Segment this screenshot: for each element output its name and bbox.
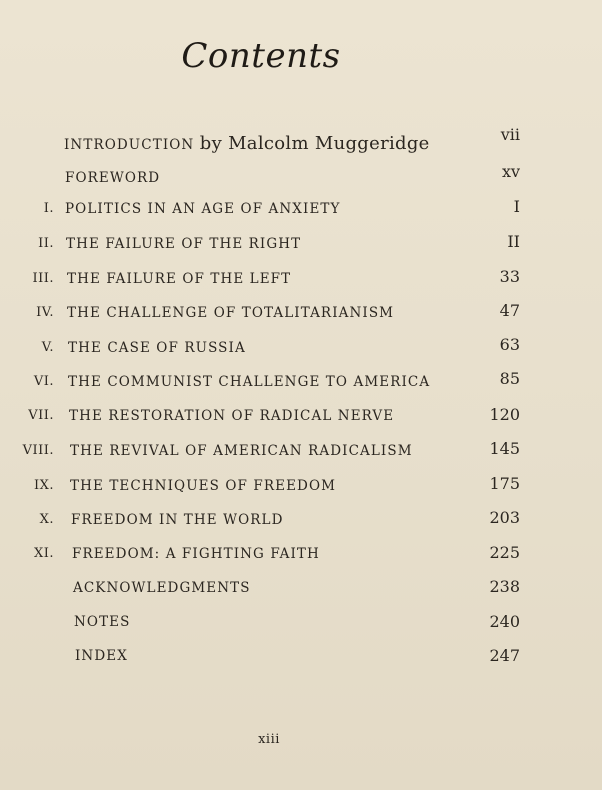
toc-entry-label: INDEX: [75, 648, 128, 664]
toc-page-number: 85: [499, 369, 520, 388]
toc-page-number: xv: [501, 162, 520, 181]
toc-row: [0, 369, 602, 400]
toc-chapter-number: II.: [38, 236, 54, 251]
toc-row: [0, 267, 602, 297]
toc-page-number: 47: [499, 301, 520, 320]
toc-entry-label: INTRODUCTION by Malcolm Muggeridge: [64, 133, 430, 154]
toc-row: [0, 162, 602, 196]
toc-entry-label: THE FAILURE OF THE RIGHT: [66, 236, 302, 252]
toc-page-number: 247: [489, 646, 520, 665]
toc-entry-label: THE TECHNIQUES OF FREEDOM: [70, 478, 337, 494]
toc-page-number: 120: [489, 405, 520, 424]
toc-chapter-number: I.: [43, 201, 54, 216]
toc-row: [0, 508, 602, 538]
toc-entry-label: THE CASE OF RUSSIA: [68, 340, 246, 356]
toc-entry-label: NOTES: [74, 614, 131, 630]
toc-chapter-number: VIII.: [22, 443, 54, 458]
toc-entry-label: THE CHALLENGE OF TOTALITARIANISM: [67, 305, 395, 321]
toc-row: [0, 405, 602, 434]
toc-chapter-number: X.: [39, 512, 54, 527]
toc-row: [0, 439, 602, 469]
toc-chapter-number: IX.: [33, 478, 54, 493]
toc-row: [0, 474, 602, 504]
toc-chapter-number: VII.: [28, 408, 54, 423]
toc-entry-label: THE FAILURE OF THE LEFT: [67, 271, 292, 287]
toc-chapter-number: V.: [41, 340, 54, 355]
toc-row: [0, 648, 602, 674]
toc-row: [0, 127, 602, 153]
toc-row: [0, 543, 602, 572]
page-title: Contents: [181, 36, 341, 76]
toc-page-number: 225: [489, 543, 520, 562]
toc-chapter-number: XI.: [33, 546, 54, 561]
page-folio: xiii: [258, 732, 280, 747]
toc-row: [0, 335, 602, 366]
toc-entry-label: FREEDOM: A FIGHTING FAITH: [72, 546, 320, 562]
toc-chapter-number: IV.: [36, 305, 54, 320]
toc-entry-byline: by Malcolm Muggeridge: [199, 133, 430, 154]
toc-row: [0, 197, 602, 227]
toc-page-number: 240: [489, 612, 520, 631]
toc-row: [0, 232, 602, 262]
toc-page-number: 175: [489, 474, 520, 493]
toc-page-number: I: [513, 197, 520, 216]
toc-page-number: 238: [489, 577, 520, 596]
toc-chapter-number: VI.: [33, 374, 54, 389]
toc-entry-label: ACKNOWLEDGMENTS: [73, 580, 251, 596]
toc-entry-label: FREEDOM IN THE WORLD: [71, 512, 284, 528]
toc-entry-label: THE COMMUNIST CHALLENGE TO AMERICA: [68, 374, 431, 390]
toc-page-number: 203: [489, 508, 520, 527]
toc-page-number: II: [507, 232, 520, 251]
toc-page-number: 145: [489, 439, 520, 458]
toc-page-number: 63: [499, 335, 520, 354]
toc-page-number: 33: [499, 267, 520, 286]
toc-entry-label: THE REVIVAL OF AMERICAN RADICALISM: [70, 443, 413, 459]
toc-row: [0, 614, 602, 640]
toc-chapter-number: III.: [32, 271, 54, 286]
toc-row: [0, 301, 602, 331]
toc-entry-label: POLITICS IN AN AGE OF ANXIETY: [65, 201, 341, 217]
toc-entry-label: THE RESTORATION OF RADICAL NERVE: [69, 408, 395, 424]
toc-entry-label: FOREWORD: [65, 170, 161, 186]
toc-page-number: vii: [500, 125, 520, 144]
toc-row: [0, 577, 602, 606]
